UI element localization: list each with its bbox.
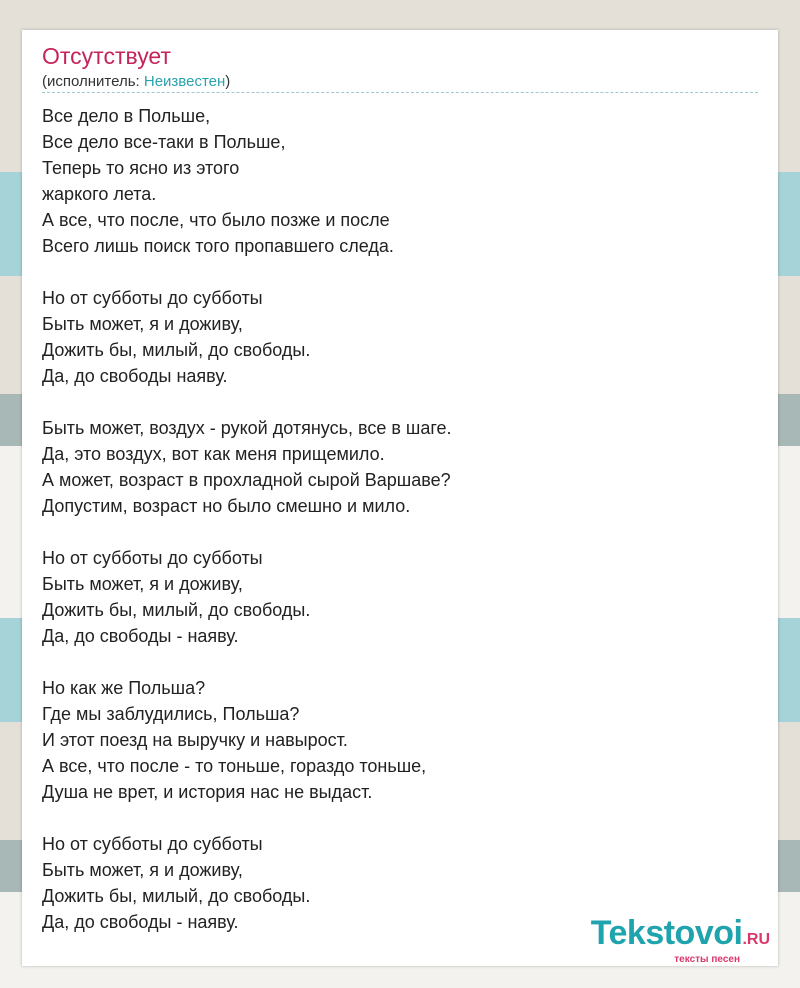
lyric-line: А все, что после - то тоньше, гораздо тоньше,: [42, 756, 427, 776]
lyric-line: Быть может, я и доживу,: [42, 314, 243, 334]
lyric-line: Да, до свободы - наяву.: [42, 626, 239, 646]
lyric-line: Да, до свободы наяву.: [42, 366, 228, 386]
lyric-line: Но от субботы до субботы: [42, 834, 263, 854]
stanza-gap: [42, 259, 452, 285]
lyrics-card: [22, 30, 778, 966]
title-divider: [42, 92, 758, 93]
lyric-line: Дожить бы, милый, до свободы.: [42, 600, 311, 620]
logo-name: Tekstovoi: [590, 914, 743, 952]
lyric-line: Но от субботы до субботы: [42, 288, 263, 308]
site-logo[interactable]: [591, 916, 770, 965]
lyric-line: А все, что после, что было позже и после: [42, 210, 390, 230]
lyric-line: Быть может, я и доживу,: [42, 860, 243, 880]
lyric-line: А может, возраст в прохладной сырой Варшаве?: [42, 470, 451, 490]
lyric-line: Быть может, я и доживу,: [42, 574, 243, 594]
lyric-line: Где мы заблудились, Польша?: [42, 704, 300, 724]
logo-wordmark: [591, 916, 770, 957]
artist-suffix: ): [225, 73, 231, 90]
lyric-line: Дожить бы, милый, до свободы.: [42, 340, 311, 360]
logo-domain: .RU: [742, 931, 770, 948]
stanza-gap: [42, 649, 452, 675]
lyric-line: Все дело в Польше,: [42, 106, 211, 126]
lyric-line: Да, это воздух, вот как меня прищемило.: [42, 444, 385, 464]
stanza-gap: [42, 519, 452, 545]
lyric-line: Но как же Польша?: [42, 678, 206, 698]
artist-prefix: (исполнитель:: [42, 73, 144, 90]
logo-tagline: тексты песен: [674, 954, 740, 965]
lyrics-text: [42, 103, 452, 935]
lyric-line: И этот поезд на выручку и навырост.: [42, 730, 348, 750]
lyric-line: Все дело все-таки в Польше,: [42, 132, 286, 152]
lyric-line: Да, до свободы - наяву.: [42, 912, 239, 932]
lyric-line: Теперь то ясно из этого: [42, 158, 240, 178]
lyric-line: Всего лишь поиск того пропавшего следа.: [42, 236, 394, 256]
lyric-line: Дожить бы, милый, до свободы.: [42, 886, 311, 906]
lyric-line: Быть может, воздух - рукой дотянусь, все в шаге.: [42, 418, 452, 438]
lyric-line: жаркого лета.: [42, 184, 157, 204]
song-title: Отсутствует: [42, 43, 171, 69]
stanza-gap: [42, 805, 452, 831]
lyric-line: Но от субботы до субботы: [42, 548, 263, 568]
artist-line: [42, 73, 230, 90]
lyric-line: Допустим, возраст но было смешно и мило.: [42, 496, 411, 516]
artist-link[interactable]: Неизвестен: [143, 73, 226, 90]
lyric-line: Душа не врет, и история нас не выдаст.: [42, 782, 373, 802]
stanza-gap: [42, 389, 452, 415]
